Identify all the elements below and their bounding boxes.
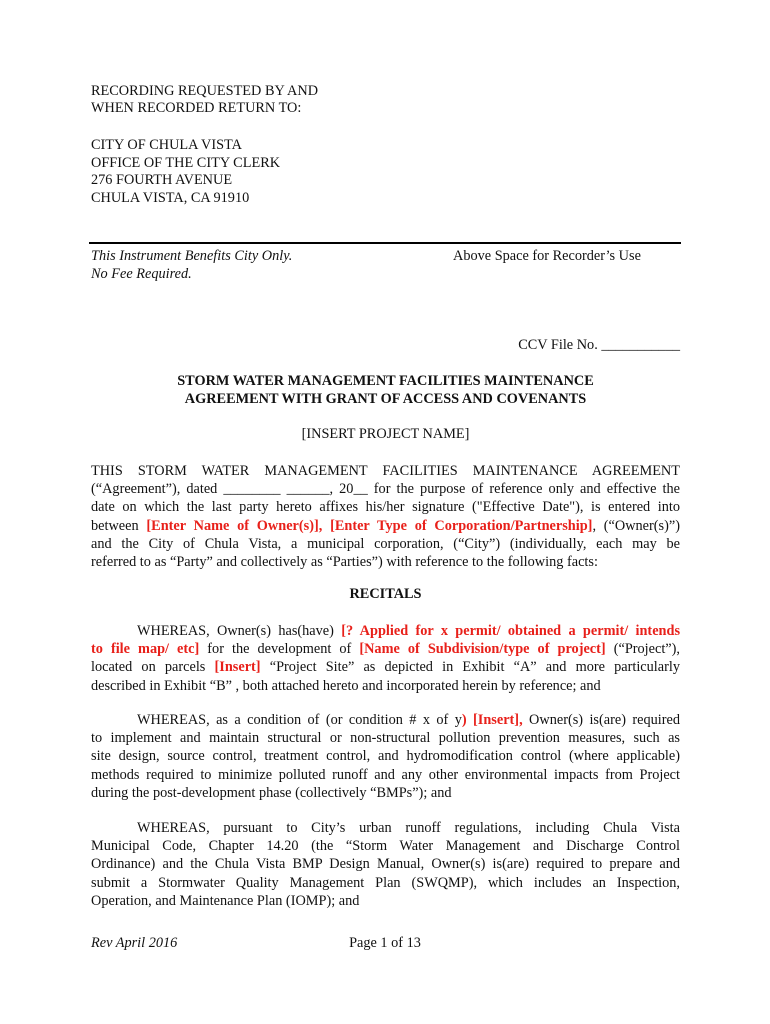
subdivision-placeholder: [Name of Subdivision/type of project] [359, 641, 606, 658]
intro-paragraph [91, 462, 680, 571]
intro-line-1: THIS STORM WATER MANAGEMENT FACILITIES MAINTENANCE AGREEMENT [91, 463, 680, 479]
intro-line-4-text-b: , (“Owner(s)”) [592, 517, 680, 534]
recording-request-header [91, 83, 318, 117]
return-address [91, 137, 280, 207]
header-line-1: RECORDING REQUESTED BY AND [91, 83, 319, 99]
intro-line-6: referred to as “Party” and collectively as “Parties”) with reference to the following facts: [91, 554, 598, 571]
header-line-2: WHEN RECORDED RETURN TO: [91, 100, 302, 116]
revision-date: Rev April 2016 [91, 935, 178, 951]
recital1-line-2 [91, 640, 680, 658]
recital2-line-1 [91, 711, 680, 729]
recital1-text-e: “Project Site” as depicted in Exhibit “A” and more particularly [260, 659, 680, 676]
address-line-3: 276 FOURTH AVENUE [91, 172, 233, 189]
permit-placeholder: [? Applied for x permit/ obtained a permit/ intends [341, 623, 681, 639]
address-line-2: OFFICE OF THE CITY CLERK [91, 154, 281, 171]
recital1-text-d: located on parcels [91, 659, 215, 676]
recital1-line-3 [91, 658, 680, 676]
owner-name-placeholder: [Enter Name of Owner(s)], [Enter Type of Corporation/Partnership] [146, 517, 593, 534]
recital2-line-2: to implement and maintain structural or non-structural pollution prevention measures, such as [91, 730, 680, 747]
parcels-placeholder: [Insert] [214, 659, 261, 676]
recital-paragraph-1 [91, 622, 680, 695]
address-line-1: CITY OF CHULA VISTA [91, 137, 242, 153]
recital2-text-b: Owner(s) is(are) required [522, 712, 680, 728]
permit-placeholder-cont: to file map/ etc] [91, 641, 200, 658]
recital1-text-c: (“Project”), [605, 641, 680, 658]
title-line-2: AGREEMENT WITH GRANT OF ACCESS AND COVENANTS [184, 391, 587, 407]
recital1-line-1 [91, 622, 680, 640]
recorder-use-note: Above Space for Recorder’s Use [453, 248, 641, 264]
recital3-line-5: Operation, and Maintenance Plan (IOMP); and [91, 892, 360, 909]
agreement-title [91, 372, 680, 408]
page-number: Page 1 of 13 [349, 935, 421, 951]
recital2-line-4: methods required to minimize polluted runoff and any other environmental impacts from Project [91, 766, 680, 783]
intro-line-4 [91, 517, 680, 535]
address-line-4: CHULA VISTA, CA 91910 [91, 189, 250, 206]
recorder-divider-line [89, 242, 681, 244]
recital1-text-a: WHEREAS, Owner(s) has(have) [137, 623, 342, 639]
recital3-line-2: Municipal Code, Chapter 14.20 (the “Storm Water Management and Discharge Control [91, 838, 680, 855]
recital-paragraph-3 [91, 819, 680, 910]
title-line-1: STORM WATER MANAGEMENT FACILITIES MAINTENANCE [177, 373, 594, 389]
intro-line-5: and the City of Chula Vista, a municipal corporation, (“City”) (individually, each may be [91, 535, 680, 552]
recitals-heading: RECITALS [349, 586, 422, 602]
benefit-note [91, 247, 292, 283]
benefit-line-2: No Fee Required. [91, 266, 192, 282]
intro-line-3: date on which the last party hereto affixes his/her signature ("Effective Date"), is entered into [91, 499, 680, 516]
benefit-line-1: This Instrument Benefits City Only. [91, 248, 293, 264]
recital1-line-4: described in Exhibit “B” , both attached hereto and incorporated herein by reference; and [91, 677, 601, 694]
intro-line-2: (“Agreement”), dated ________ ______, 20__ for the purpose of reference only and effective the [91, 481, 680, 498]
recital-paragraph-2 [91, 711, 680, 802]
recital1-text-b: for the development of [199, 641, 360, 658]
recital2-line-5: during the post-development phase (collectively “BMPs”); and [91, 784, 452, 801]
recital3-line-1: WHEREAS, pursuant to City’s urban runoff regulations, including Chula Vista [137, 820, 680, 836]
recital2-text-a: WHEREAS, as a condition of (or condition # x of y [137, 712, 462, 728]
recital3-line-3: Ordinance) and the Chula Vista BMP Design Manual, Owner(s) is(are) required to prepare and [91, 856, 680, 873]
recital2-line-3: site design, source control, treatment control, and hydromodification control (where applicable) [91, 748, 680, 765]
project-name-placeholder: [INSERT PROJECT NAME] [301, 426, 470, 442]
ccv-file-number: CCV File No. ___________ [518, 337, 680, 353]
condition-placeholder: ) [Insert], [461, 712, 523, 728]
intro-line-4-text-a: between [91, 517, 147, 534]
recital3-line-4: submit a Stormwater Quality Management Plan (SWQMP), which includes an Inspection, [91, 874, 680, 891]
